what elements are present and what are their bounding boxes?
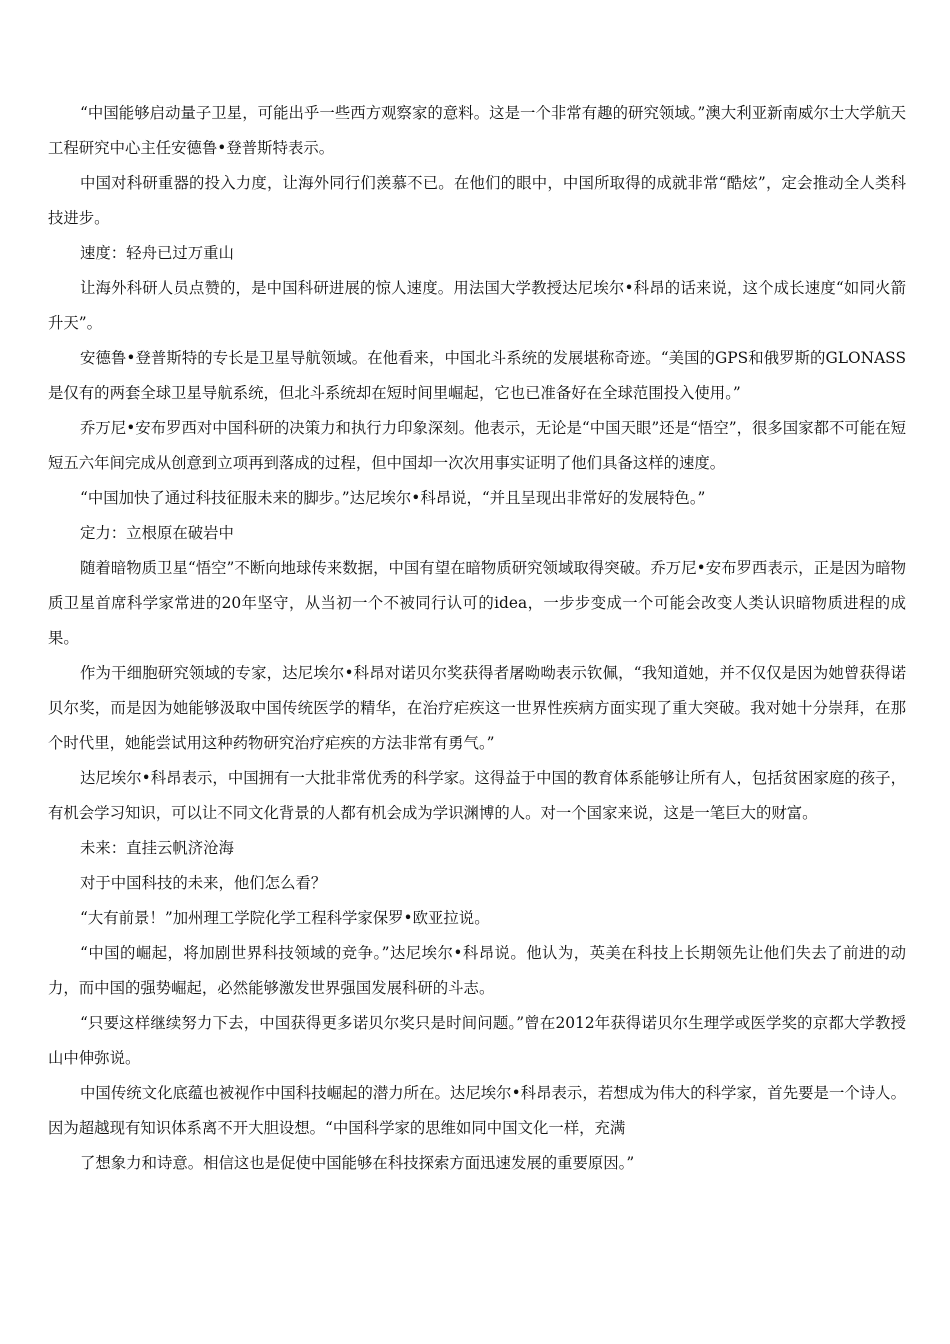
paragraph: 达尼埃尔•科昂表示，中国拥有一大批非常优秀的科学家。这得益于中国的教育体系能够让所有人，包括贫困家庭的孩子，有机会学习知识，可以让不同文化背景的人都有机会成为学识渊博的人。对一个国家来说，这是一笔巨大的财富。 <box>48 769 906 822</box>
paragraph: “中国能够启动量子卫星，可能出乎一些西方观察家的意料。这是一个非常有趣的研究领域。”澳大利亚新南威尔士大学航天工程研究中心主任安德鲁•登普斯特表示。 <box>48 104 906 157</box>
paragraph: 让海外科研人员点赞的，是中国科研进展的惊人速度。用法国大学教授达尼埃尔•科昂的话来说，这个成长速度“如同火箭升天”。 <box>48 279 906 332</box>
paragraph: “只要这样继续努力下去，中国获得更多诺贝尔奖只是时间问题。”曾在2012年获得诺贝尔生理学或医学奖的京都大学教授山中伸弥说。 <box>48 1014 906 1067</box>
paragraph: 乔万尼•安布罗西对中国科研的决策力和执行力印象深刻。他表示，无论是“中国天眼”还是“悟空”，很多国家都不可能在短短五六年间完成从创意到立项再到落成的过程，但中国却一次次用事实证明了他们具备这样的速度。 <box>48 419 906 472</box>
paragraph-continuation: 了想象力和诗意。相信这也是促使中国能够在科技探索方面迅速发展的重要原因。” <box>80 1154 635 1172</box>
paragraph: “中国的崛起，将加剧世界科技领域的竞争。”达尼埃尔•科昂说。他认为，英美在科技上长期领先让他们失去了前进的动力，而中国的强势崛起，必然能够激发世界强国发展科研的斗志。 <box>48 944 906 997</box>
paragraph: 中国对科研重器的投入力度，让海外同行们羡慕不已。在他们的眼中，中国所取得的成就非常“酷炫”，定会推动全人类科技进步。 <box>48 174 906 227</box>
paragraph: 对于中国科技的未来，他们怎么看？ <box>80 874 327 892</box>
paragraph: 随着暗物质卫星“悟空”不断向地球传来数据，中国有望在暗物质研究领域取得突破。乔万尼•安布罗西表示，正是因为暗物质卫星首席科学家常进的20年坚守，从当初一个不被同行认可的idea，一步步变成一个可能会改变人类认识暗物质进程的成果。 <box>48 559 906 647</box>
section-heading: 速度：轻舟已过万重山 <box>80 244 234 262</box>
paragraph: 作为干细胞研究领域的专家，达尼埃尔•科昂对诺贝尔奖获得者屠呦呦表示钦佩，“我知道她，并不仅仅是因为她曾获得诺贝尔奖，而是因为她能够汲取中国传统医学的精华，在治疗疟疾这一世界性疾病方面实现了重大突破。我对她十分崇拜，在那个时代里，她能尝试用这种药物研究治疗疟疾的方法非常有勇气。” <box>48 664 906 752</box>
section-heading: 定力：立根原在破岩中 <box>80 524 234 542</box>
paragraph: 安德鲁•登普斯特的专长是卫星导航领域。在他看来，中国北斗系统的发展堪称奇迹。“美国的GPS和俄罗斯的GLONASS是仅有的两套全球卫星导航系统，但北斗系统却在短时间里崛起，它也已准备好在全球范围投入使用。” <box>48 349 906 402</box>
paragraph: “中国加快了通过科技征服未来的脚步。”达尼埃尔•科昂说，“并且呈现出非常好的发展特色。” <box>80 489 706 507</box>
section-heading: 未来：直挂云帆济沧海 <box>80 839 234 857</box>
paragraph: “大有前景！”加州理工学院化学工程科学家保罗•欧亚拉说。 <box>80 909 490 927</box>
article-body <box>48 96 906 1181</box>
paragraph: 中国传统文化底蕴也被视作中国科技崛起的潜力所在。达尼埃尔•科昂表示，若想成为伟大的科学家，首先要是一个诗人。因为超越现有知识体系离不开大胆设想。“中国科学家的思维如同中国文化一样，充满 <box>48 1084 906 1137</box>
